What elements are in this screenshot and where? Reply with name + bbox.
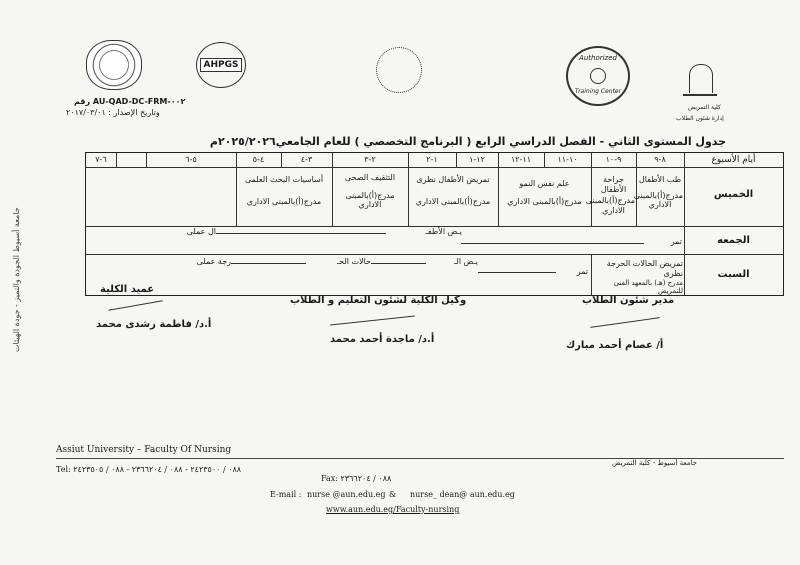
course-title: جراحة الأطفال bbox=[600, 175, 627, 194]
time-header: ١٢-١ bbox=[469, 155, 485, 164]
vice-dean-title: وكيل الكلية لشئون التعليم و الطلاب bbox=[290, 295, 467, 306]
time-header: ٣-٤ bbox=[300, 155, 313, 164]
training-logo-top: Authorized bbox=[579, 54, 617, 62]
days-header: أيام الأسبوع bbox=[711, 155, 756, 165]
friday-practical-start: تمر bbox=[670, 237, 682, 246]
schedule-table bbox=[85, 152, 784, 296]
training-logo-bottom: Training Center bbox=[574, 88, 622, 95]
course-title: علم نفس النمو bbox=[519, 179, 570, 188]
footer-divider bbox=[56, 458, 784, 459]
day-friday: الجمعه bbox=[717, 235, 750, 246]
faculty-name: كلية التمريض bbox=[688, 104, 721, 111]
time-header: ١١-١٢ bbox=[510, 155, 532, 164]
time-header: ٨-٩ bbox=[654, 155, 666, 164]
course-room: مدرج(أ)بالمبنى الاداري bbox=[585, 196, 635, 215]
footer-tel: Tel: ٠٨٨ / ٢٤٢٣٥٠٠ - ٠٨٨ / ٢٣٦٦٢٠٤ - ٠٨٨ / ٢٤٢٣٥٠٥ bbox=[56, 465, 242, 474]
students-affairs-name: أ/ عصام أحمد مبارك bbox=[566, 340, 664, 351]
course-cell bbox=[333, 173, 407, 210]
time-header: ٢-٣ bbox=[364, 155, 376, 164]
dean-name: أ.د/ فاطمة رشدى محمد bbox=[96, 319, 212, 330]
day-saturday: السبت bbox=[717, 269, 750, 280]
ahpgs-label: AHPGS bbox=[200, 58, 243, 72]
saturday-lecture-room: مدرج (هـ) بالمعهد الفنى للتمريض bbox=[613, 279, 683, 296]
course-room: مدرج(أ)بالمبنى الاداري bbox=[633, 190, 683, 210]
course-title: أساسيات البحث العلمى bbox=[244, 175, 324, 184]
course-cell bbox=[633, 175, 683, 210]
seal-logo bbox=[376, 47, 422, 93]
footer-fax: Fax: ٠٨٨ / ٢٣٦٦٢٠٤ bbox=[321, 474, 392, 483]
time-header: ٩-١٠ bbox=[605, 155, 622, 164]
university-logo bbox=[86, 40, 142, 90]
course-title: طب الأطفال bbox=[638, 175, 682, 184]
time-header: ١٠-١١ bbox=[557, 155, 578, 164]
footer-email-sep: & bbox=[389, 490, 397, 499]
course-cell bbox=[237, 175, 331, 206]
dept-name: إدارة شئون الطلاب bbox=[676, 115, 724, 122]
footer-university-en: Assiut University – Faculty Of Nursing bbox=[56, 445, 232, 455]
ahpgs-logo bbox=[196, 42, 246, 88]
saturday-practical-mid1: يـض الـ bbox=[454, 257, 478, 266]
course-room: مدرج(أ)بالمبنى الاداري bbox=[507, 196, 582, 206]
margin-note: جامعة أسيوط الجودة والتميز - جودة الهيئات bbox=[12, 207, 21, 352]
footer-email-1[interactable]: nurse @aun.edu.eg bbox=[307, 490, 386, 499]
schedule-title: جدول المستوى الثاني - الفصل الدراسي الرابع ( البرنامج التخصصي ) للعام الجامعي٢٠٢٥/٢٠٢٦م bbox=[209, 135, 727, 148]
friday-practical-middle: يـض الأطفـ bbox=[425, 227, 462, 236]
saturday-practical-start: تمر bbox=[576, 267, 588, 276]
vice-dean-name: أ.د/ ماجدة أحمد محمد bbox=[330, 334, 435, 345]
footer-website[interactable]: www.aun.edu.eg/Faculty-nursing bbox=[326, 505, 460, 514]
footer-email-2[interactable]: nurse_ dean@ aun.edu.eg bbox=[410, 490, 515, 499]
footer-email-label: E-mail : bbox=[270, 490, 302, 499]
course-cell bbox=[409, 175, 497, 206]
dean-title: عميد الكلية bbox=[100, 284, 155, 295]
course-cell bbox=[499, 179, 590, 206]
course-cell bbox=[585, 175, 635, 215]
time-header: ١-٢ bbox=[426, 155, 438, 164]
saturday-lecture-title: تمريض الحالات الحرجة نظرى bbox=[606, 259, 683, 278]
time-header: ٦-٧ bbox=[95, 155, 107, 164]
time-header: ٥-٦ bbox=[185, 155, 197, 164]
training-logo-emblem bbox=[590, 68, 606, 84]
friday-practical-end: ال عملى bbox=[186, 227, 216, 236]
students-affairs-title: مدير شئون الطلاب bbox=[582, 295, 675, 306]
course-title: تمريض الأطفال نظرى bbox=[416, 175, 490, 184]
course-room: مدرج(أ)بالمبنى الاداري bbox=[345, 190, 395, 210]
form-code: رقم AU-QAD-DC-FRM-٠٠٢ bbox=[74, 97, 186, 106]
saturday-practical-end: رجة عملى bbox=[196, 257, 231, 266]
training-center-logo bbox=[566, 46, 630, 106]
issue-date: وتاريخ الإصدار : ٢٠١٧/٠٣/٠١ bbox=[66, 108, 160, 117]
course-room: مدرج(أ)بالمبنى الاداري bbox=[246, 196, 322, 206]
faculty-logo bbox=[683, 64, 717, 100]
day-thursday: الخميس bbox=[713, 189, 754, 200]
saturday-practical-mid2: حالات الحـ bbox=[336, 257, 371, 266]
footer-university-ar: جامعة أسيوط - كلية التمريض bbox=[612, 459, 697, 467]
course-title: التثقيف الصحى bbox=[344, 173, 396, 182]
course-room: مدرج(أ)بالمبنى الاداري bbox=[415, 196, 491, 206]
time-header: ٤-٥ bbox=[252, 155, 265, 164]
